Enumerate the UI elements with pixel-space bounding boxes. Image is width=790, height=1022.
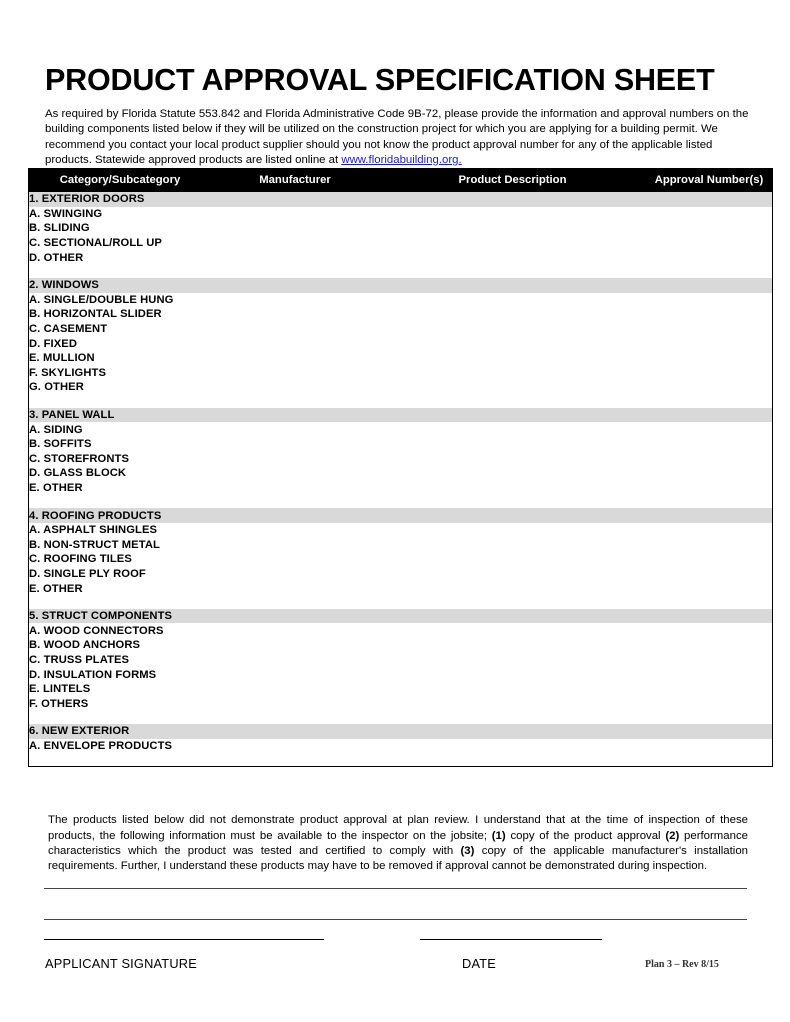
product-description-cell[interactable] [379,739,646,754]
product-description-cell[interactable] [379,221,646,236]
intro-text: As required by Florida Statute 553.842 and Florida Administrative Code 9B-72, please provide the information and approval numbers on the building components listed below if they will be utilized on the construction project for which you are applying for a building permit. We recommend you contact your local product supplier should you not know the product approval number for any of the applicable listed products. Statewide approved products are listed online at [45,108,749,166]
approval-number-cell[interactable] [646,739,772,754]
table-row [29,523,772,538]
product-description-cell[interactable] [379,724,646,739]
subcategory-label: A. SWINGING [29,207,211,222]
table-row [29,221,772,236]
spacer-cell [211,711,379,724]
manufacturer-cell[interactable] [211,380,379,395]
table-row [29,336,772,351]
approval-number-cell[interactable] [646,667,772,682]
approval-number-cell[interactable] [646,724,772,739]
declaration-marker-1: (1) [491,829,506,842]
manufacturer-cell[interactable] [211,293,379,308]
approval-number-cell[interactable] [646,236,772,251]
manufacturer-cell[interactable] [211,207,379,222]
spacer-cell [379,395,646,408]
footer-revision-note: Plan 3 – Rev 8/15 [645,959,719,970]
subcategory-label: B. NON-STRUCT METAL [29,537,211,552]
manufacturer-cell[interactable] [211,623,379,638]
product-description-cell[interactable] [379,466,646,481]
approval-number-cell[interactable] [646,452,772,467]
table-header-row [29,169,772,192]
product-description-cell[interactable] [379,653,646,668]
subcategory-label: A. ENVELOPE PRODUCTS [29,739,211,754]
subcategory-label: C. SECTIONAL/ROLL UP [29,236,211,251]
approval-number-cell[interactable] [646,653,772,668]
spacer-cell [379,495,646,508]
product-description-cell[interactable] [379,481,646,496]
approval-number-cell[interactable] [646,380,772,395]
table-row [29,322,772,337]
product-description-cell[interactable] [379,351,646,366]
manufacturer-cell[interactable] [211,307,379,322]
subcategory-label: F. OTHERS [29,696,211,711]
spacer-cell [211,395,379,408]
column-header-approval-number: Approval Number(s) [646,169,772,192]
column-header-category: Category/Subcategory [29,169,211,192]
table-row [29,422,772,437]
approval-number-cell[interactable] [646,623,772,638]
table-row [29,682,772,697]
manufacturer-cell[interactable] [211,221,379,236]
manufacturer-cell[interactable] [211,366,379,381]
product-description-cell[interactable] [379,667,646,682]
product-description-cell[interactable] [379,207,646,222]
table-row [29,696,772,711]
product-description-cell[interactable] [379,523,646,538]
declaration-text-1: The products listed below did not demonstrate product approval at plan review. I understand that at the time of inspection of these products, the following information must be available to the inspector on the jobsite; [48,814,748,842]
table-row [29,207,772,222]
table-row [29,366,772,381]
column-header-manufacturer: Manufacturer [211,169,379,192]
table-row [29,452,772,467]
manufacturer-cell[interactable] [211,567,379,582]
approval-number-cell[interactable] [646,609,772,624]
approval-number-cell[interactable] [646,336,772,351]
table-row [29,581,772,596]
subcategory-label: C. STOREFRONTS [29,452,211,467]
table-row [29,250,772,265]
manufacturer-cell[interactable] [211,739,379,754]
table-row [29,623,772,638]
manufacturer-cell[interactable] [211,581,379,596]
approval-number-cell[interactable] [646,250,772,265]
subcategory-label: C. ROOFING TILES [29,552,211,567]
table-category-row [29,609,772,624]
spacer-cell [211,265,379,278]
table-row [29,236,772,251]
subcategory-label: C. CASEMENT [29,322,211,337]
subcategory-label: A. SINGLE/DOUBLE HUNG [29,293,211,308]
manufacturer-cell[interactable] [211,653,379,668]
subcategory-label: D. SINGLE PLY ROOF [29,567,211,582]
subcategory-label: B. HORIZONTAL SLIDER [29,307,211,322]
subcategory-label: A. WOOD CONNECTORS [29,623,211,638]
spacer-cell [29,711,211,724]
signature-line[interactable] [44,939,324,940]
subcategory-label: B. SOFFITS [29,437,211,452]
table-row [29,667,772,682]
product-description-cell[interactable] [379,638,646,653]
approval-number-cell[interactable] [646,552,772,567]
manufacturer-cell[interactable] [211,638,379,653]
approval-number-cell[interactable] [646,293,772,308]
product-description-cell[interactable] [379,581,646,596]
approval-number-cell[interactable] [646,537,772,552]
approval-number-cell[interactable] [646,466,772,481]
product-description-cell[interactable] [379,307,646,322]
table-row [29,739,772,754]
spacer-cell [379,711,646,724]
product-description-cell[interactable] [379,609,646,624]
table-row [29,653,772,668]
subcategory-label: B. SLIDING [29,221,211,236]
manufacturer-cell[interactable] [211,351,379,366]
table-section-spacer [29,495,772,508]
subcategory-label: D. GLASS BLOCK [29,466,211,481]
approval-number-cell[interactable] [646,508,772,523]
approval-number-cell[interactable] [646,408,772,423]
declaration-text-3: performance characteristics which the product was tested and certified to comply with [48,829,748,857]
table-row [29,437,772,452]
table-body [29,192,772,766]
table-row [29,481,772,496]
spacer-cell [29,495,211,508]
product-description-cell[interactable] [379,696,646,711]
applicant-signature-label: APPLICANT SIGNATURE [45,956,197,971]
date-label: DATE [462,956,496,971]
approval-number-cell[interactable] [646,581,772,596]
table-row [29,638,772,653]
product-description-cell[interactable] [379,336,646,351]
approval-number-cell[interactable] [646,638,772,653]
table-section-spacer [29,753,772,766]
product-description-cell[interactable] [379,567,646,582]
product-description-cell[interactable] [379,537,646,552]
approval-number-cell[interactable] [646,351,772,366]
table-row [29,293,772,308]
manufacturer-cell[interactable] [211,724,379,739]
category-label: 3. PANEL WALL [29,408,211,423]
category-label: 5. STRUCT COMPONENTS [29,609,211,624]
floridabuilding-link[interactable]: www.floridabuilding.org. [341,153,462,166]
approval-number-cell[interactable] [646,523,772,538]
product-description-cell[interactable] [379,508,646,523]
spacer-cell [646,265,772,278]
date-line[interactable] [420,939,602,940]
category-label: 6. NEW EXTERIOR [29,724,211,739]
subcategory-label: E. OTHER [29,481,211,496]
spacer-cell [379,753,646,766]
product-description-cell[interactable] [379,422,646,437]
subcategory-label: E. MULLION [29,351,211,366]
spacer-cell [646,753,772,766]
subcategory-label: A. ASPHALT SHINGLES [29,523,211,538]
column-header-product-description: Product Description [379,169,646,192]
subcategory-label: A. SIDING [29,422,211,437]
product-description-cell[interactable] [379,452,646,467]
manufacturer-cell[interactable] [211,336,379,351]
spacer-cell [29,753,211,766]
product-description-cell[interactable] [379,408,646,423]
manufacturer-cell[interactable] [211,437,379,452]
manufacturer-cell[interactable] [211,278,379,293]
subcategory-label: E. OTHER [29,581,211,596]
manufacturer-cell[interactable] [211,250,379,265]
manufacturer-cell[interactable] [211,408,379,423]
manufacturer-cell[interactable] [211,466,379,481]
declaration-text-2: copy of the product approval [505,829,666,842]
table-section-spacer [29,596,772,609]
product-description-cell[interactable] [379,552,646,567]
table-row [29,567,772,582]
approval-number-cell[interactable] [646,481,772,496]
category-label: 4. ROOFING PRODUCTS [29,508,211,523]
spacer-cell [211,495,379,508]
product-description-cell[interactable] [379,623,646,638]
declaration-marker-3: (3) [460,844,475,857]
approval-number-cell[interactable] [646,322,772,337]
subcategory-label: D. FIXED [29,336,211,351]
spacer-cell [211,596,379,609]
subcategory-label: D. INSULATION FORMS [29,667,211,682]
table-row [29,380,772,395]
manufacturer-cell[interactable] [211,192,379,207]
table-row [29,351,772,366]
approval-number-cell[interactable] [646,567,772,582]
product-description-cell[interactable] [379,192,646,207]
declaration-marker-2: (2) [665,829,680,842]
table-row [29,466,772,481]
category-label: 2. WINDOWS [29,278,211,293]
product-description-cell[interactable] [379,250,646,265]
subcategory-label: E. LINTELS [29,682,211,697]
manufacturer-cell[interactable] [211,682,379,697]
manufacturer-cell[interactable] [211,508,379,523]
subcategory-label: B. WOOD ANCHORS [29,638,211,653]
table-row [29,307,772,322]
page-title: PRODUCT APPROVAL SPECIFICATION SHEET [45,63,715,98]
write-in-line-1[interactable] [44,888,747,889]
spacer-cell [646,395,772,408]
product-description-cell[interactable] [379,236,646,251]
approval-number-cell[interactable] [646,278,772,293]
intro-paragraph [45,107,750,167]
approval-number-cell[interactable] [646,682,772,697]
table-category-row [29,408,772,423]
table-row [29,537,772,552]
approval-number-cell[interactable] [646,221,772,236]
table-section-spacer [29,395,772,408]
product-description-cell[interactable] [379,437,646,452]
approval-number-cell[interactable] [646,307,772,322]
approval-number-cell[interactable] [646,207,772,222]
spacer-cell [379,265,646,278]
spacer-cell [646,711,772,724]
spacer-cell [211,753,379,766]
approval-number-cell[interactable] [646,437,772,452]
product-description-cell[interactable] [379,293,646,308]
product-description-cell[interactable] [379,682,646,697]
subcategory-label: F. SKYLIGHTS [29,366,211,381]
manufacturer-cell[interactable] [211,481,379,496]
table-row [29,552,772,567]
manufacturer-cell[interactable] [211,537,379,552]
approval-number-cell[interactable] [646,366,772,381]
product-description-cell[interactable] [379,322,646,337]
product-description-cell[interactable] [379,366,646,381]
approval-number-cell[interactable] [646,696,772,711]
approval-number-cell[interactable] [646,192,772,207]
table-section-spacer [29,265,772,278]
write-in-line-2[interactable] [44,919,747,920]
declaration-text-4: copy of the applicable manufacturer's installation requirements. Further, I understand these products may have to be removed if approval cannot be demonstrated during inspection. [48,844,748,872]
product-description-cell[interactable] [379,278,646,293]
product-description-cell[interactable] [379,380,646,395]
category-label: 1. EXTERIOR DOORS [29,192,211,207]
manufacturer-cell[interactable] [211,696,379,711]
manufacturer-cell[interactable] [211,552,379,567]
manufacturer-cell[interactable] [211,523,379,538]
approval-number-cell[interactable] [646,422,772,437]
subcategory-label: D. OTHER [29,250,211,265]
table-section-spacer [29,711,772,724]
table-category-row [29,508,772,523]
table-category-row [29,278,772,293]
product-approval-table [28,168,773,767]
table-category-row [29,192,772,207]
manufacturer-cell[interactable] [211,452,379,467]
manufacturer-cell[interactable] [211,422,379,437]
spacer-cell [379,596,646,609]
table-category-row [29,724,772,739]
manufacturer-cell[interactable] [211,236,379,251]
manufacturer-cell[interactable] [211,667,379,682]
subcategory-label: C. TRUSS PLATES [29,653,211,668]
spacer-cell [646,495,772,508]
spacer-cell [29,395,211,408]
manufacturer-cell[interactable] [211,322,379,337]
manufacturer-cell[interactable] [211,609,379,624]
spacer-cell [29,596,211,609]
subcategory-label: G. OTHER [29,380,211,395]
declaration-paragraph [48,813,748,874]
spacer-cell [646,596,772,609]
spacer-cell [29,265,211,278]
